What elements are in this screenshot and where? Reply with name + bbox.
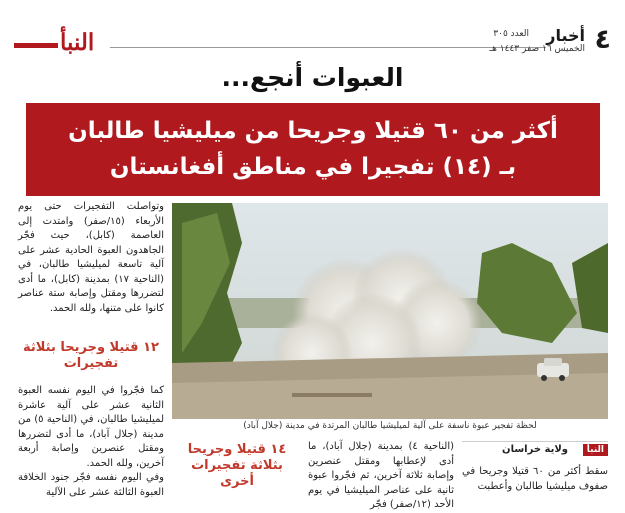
article-column-3 — [308, 440, 454, 513]
paragraph: وتواصلت التفجيرات حتى يوم الأربعاء (١٥/صفر) وامتدت إلى العاصمة (كابل)، حيث فجّر الجاهدون العبوة الحادية عشر على آلية تاسعة لميليشيا طالبان، في (الناحية ١٧) بمدينة (كابل)، ما أدى لتضررها ومقتل وإصابة ستة عناصر كانوا على متنها، ولله الحمد. — [18, 201, 165, 314]
article-column-1b — [18, 384, 164, 500]
explosion-photo — [172, 203, 608, 419]
paragraph: (الناحية ٤) بمدينة (جلال آباد)، ما أدى لإعطابها ومقتل عنصرين وإصابة ثلاثة آخرين، ثم فجّروا عبوة ثانية على عناصر الميليشيا في يوم الأحد (١٢/صفر) فجّر — [308, 441, 454, 510]
issue-number: العدد ٣٠٥ — [493, 29, 529, 39]
explosion-photo-illustration — [172, 203, 608, 419]
kicker-headline: العبوات أنجع... — [221, 63, 404, 92]
logo-text: النبأ — [60, 29, 95, 56]
subheading-2: ١٤ قتيلا وجريحا بثلاثة تفجيرات أخرى — [187, 442, 287, 489]
issue-date: الخميس ١٦ صفر ١٤٤٣ هـ — [489, 44, 585, 54]
wilaya-name: ولاية خراسان — [502, 444, 568, 455]
wilaya-badge: النبأ — [583, 444, 608, 456]
title-line-2: بـ (١٤) تفجيرا في مناطق أفغانستان — [109, 154, 517, 180]
logo-bar — [14, 43, 58, 48]
paragraph: سقط أكثر من ٦٠ قتيلا وجريحا في صفوف ميليشيا طالبان وأعطبت — [462, 466, 609, 492]
title-line-1: أكثر من ٦٠ قتيلا وجريحا من ميليشيا طالبان — [68, 118, 558, 144]
logo — [14, 28, 100, 58]
wilaya-label — [462, 441, 608, 458]
title-box — [26, 103, 600, 196]
section-title: أخبار — [546, 26, 585, 45]
paragraph: كما فجّروا في اليوم نفسه العبوة الثانية عشر على آلية عاشرة لميليشيا طالبان، في (الناحية ٥) من مدينة (جلال آباد)، ما أدى لتضررها ومقتل عنصرين وإصابة أربعة آخرين، ولله الحمد. — [18, 385, 164, 469]
article-column-4 — [462, 465, 608, 494]
page-header — [411, 24, 611, 56]
page-number: ٤ — [594, 24, 611, 55]
subheading-1: ١٢ قتيلا وجريحا بثلاثة تفجيرات — [23, 340, 159, 371]
paragraph: وفي اليوم نفسه فجّر جنود الخلافة العبوة الثالثة عشر على الآلية — [18, 472, 164, 498]
article-column-1 — [18, 200, 164, 316]
photo-caption: لحظة تفجير عبوة ناسفة على آلية لميليشيا طالبان المرتدة في مدينة (جلال آباد) — [243, 421, 537, 431]
